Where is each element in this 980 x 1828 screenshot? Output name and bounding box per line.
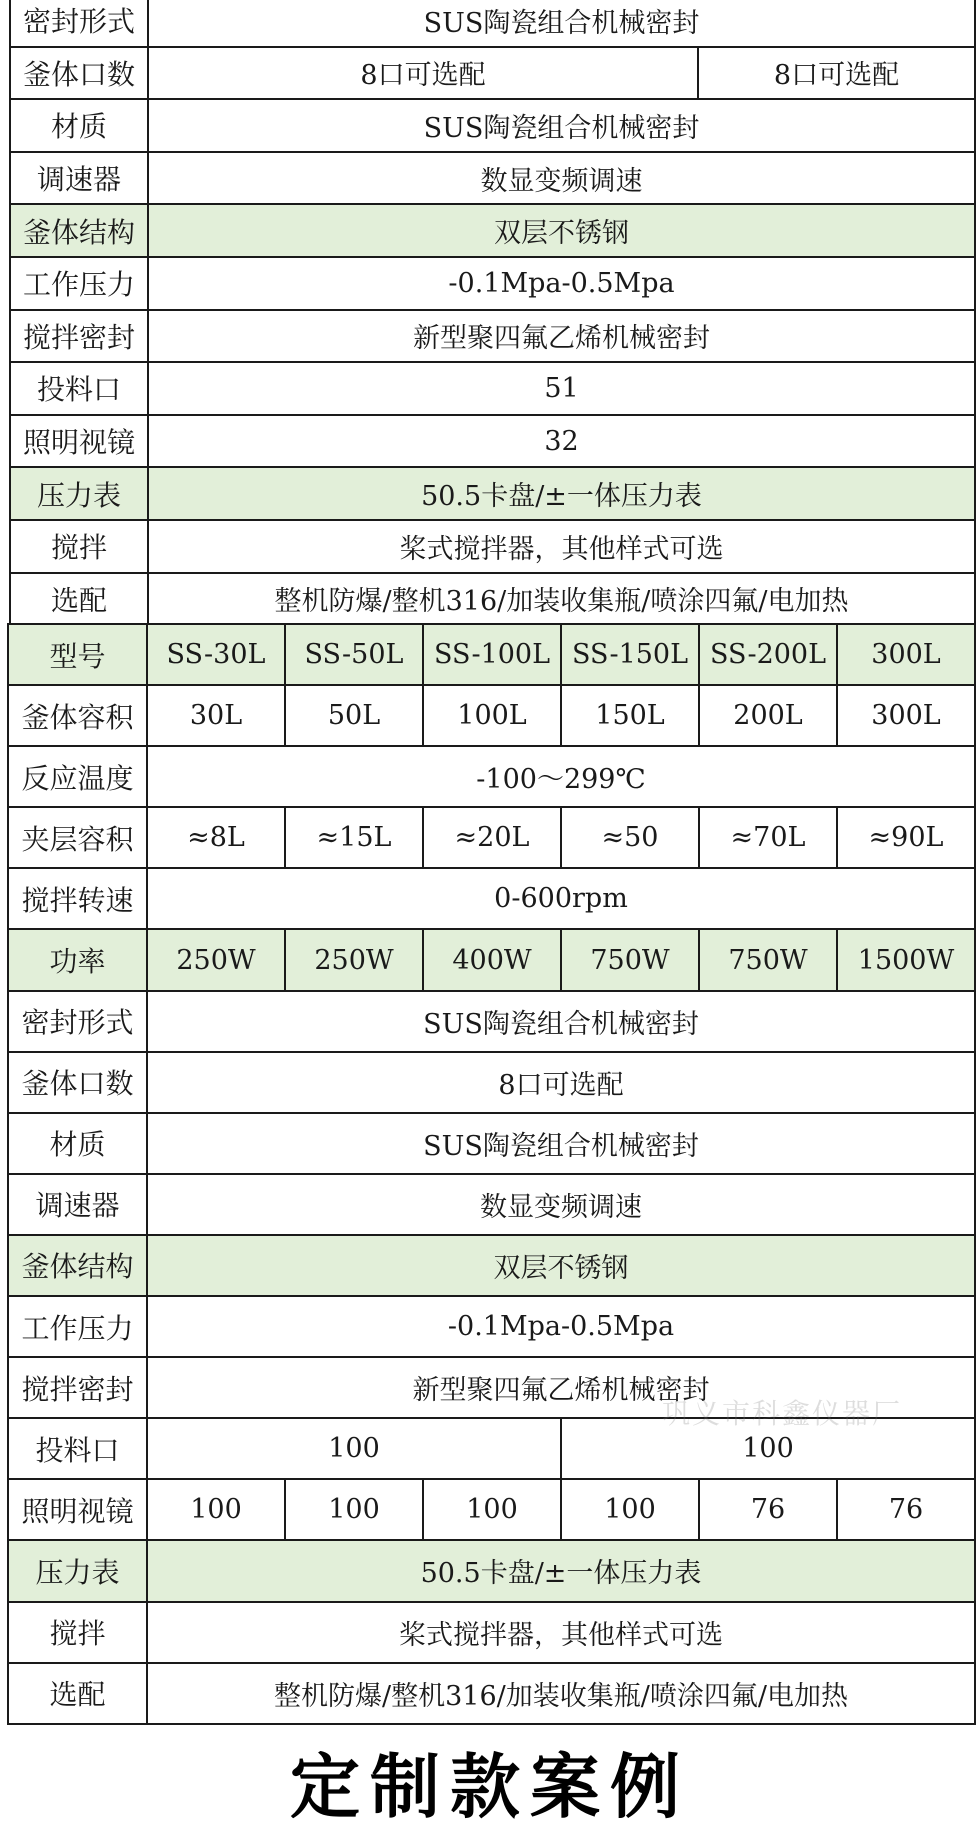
table-row	[8, 1663, 975, 1724]
spec-table-2	[7, 623, 976, 1725]
cell-value: 76	[837, 1479, 975, 1540]
cell-value: 8口可选配	[148, 47, 698, 100]
row-label: 照明视镜	[8, 1479, 147, 1540]
row-label: 搅拌密封	[10, 310, 148, 363]
cell-value: 100L	[423, 685, 561, 746]
row-label: 釜体结构	[10, 204, 148, 257]
cell-value: 数显变频调速	[147, 1174, 975, 1235]
cell-value: 100	[147, 1418, 561, 1479]
cell-value: ≈20L	[423, 807, 561, 868]
row-label: 工作压力	[8, 1296, 147, 1357]
row-label: 材质	[8, 1113, 147, 1174]
table-row	[10, 467, 975, 520]
cell-value: 8口可选配	[147, 1052, 975, 1113]
cell-value: 400W	[423, 929, 561, 990]
row-label: 选配	[10, 573, 148, 626]
row-label: 选配	[8, 1663, 147, 1724]
table-row	[10, 99, 975, 152]
row-label: 搅拌密封	[8, 1357, 147, 1418]
cell-value: 0-600rpm	[147, 868, 975, 929]
cell-value: SUS陶瓷组合机械密封	[147, 1113, 975, 1174]
cell-value: SUS陶瓷组合机械密封	[148, 0, 975, 47]
row-label: 功率	[8, 929, 147, 990]
cell-value: SS-30L	[147, 624, 285, 685]
row-label: 密封形式	[8, 991, 147, 1052]
cell-value: 新型聚四氟乙烯机械密封	[147, 1357, 975, 1418]
cell-value: 新型聚四氟乙烯机械密封	[148, 310, 975, 363]
cell-value: SS-200L	[699, 624, 837, 685]
cell-value: 100	[147, 1479, 285, 1540]
row-label: 搅拌	[10, 520, 148, 573]
cell-value: ≈70L	[699, 807, 837, 868]
row-label: 型号	[8, 624, 147, 685]
cell-value: 50.5卡盘/±一体压力表	[148, 467, 975, 520]
table-row	[8, 1602, 975, 1663]
row-label: 釜体容积	[8, 685, 147, 746]
table-row	[8, 868, 975, 929]
row-label: 材质	[10, 99, 148, 152]
cell-value: -0.1Mpa-0.5Mpa	[148, 257, 975, 310]
cell-value: 数显变频调速	[148, 152, 975, 205]
table-row	[10, 152, 975, 205]
cell-value: 51	[148, 362, 975, 415]
row-label: 密封形式	[10, 0, 148, 47]
table-row	[8, 1113, 975, 1174]
row-label: 夹层容积	[8, 807, 147, 868]
row-label: 调速器	[10, 152, 148, 205]
row-label: 反应温度	[8, 746, 147, 807]
row-label: 压力表	[8, 1540, 147, 1601]
cell-value: 300L	[837, 624, 975, 685]
cell-value: -0.1Mpa-0.5Mpa	[147, 1296, 975, 1357]
cell-value: SUS陶瓷组合机械密封	[148, 99, 975, 152]
row-label: 调速器	[8, 1174, 147, 1235]
table-row	[8, 746, 975, 807]
cell-value: 30L	[147, 685, 285, 746]
table-row	[8, 1357, 975, 1418]
cell-value: 76	[699, 1479, 837, 1540]
table-row	[8, 685, 975, 746]
row-label: 压力表	[10, 467, 148, 520]
table-row	[10, 362, 975, 415]
cell-value: 300L	[837, 685, 975, 746]
cell-value: 整机防爆/整机316/加装收集瓶/喷涂四氟/电加热	[148, 573, 975, 626]
cell-value: 250W	[147, 929, 285, 990]
table-row	[10, 0, 975, 47]
table-row	[8, 1540, 975, 1601]
table-row	[10, 310, 975, 363]
cell-value: 50L	[285, 685, 423, 746]
table-row	[8, 807, 975, 868]
cell-value: SS-50L	[285, 624, 423, 685]
table-row	[8, 1479, 975, 1540]
table-row	[10, 415, 975, 468]
cell-value: SUS陶瓷组合机械密封	[147, 991, 975, 1052]
cell-value: ≈15L	[285, 807, 423, 868]
table-row	[8, 624, 975, 685]
row-label: 投料口	[8, 1418, 147, 1479]
cell-value: 100	[561, 1479, 699, 1540]
cell-value: 整机防爆/整机316/加装收集瓶/喷涂四氟/电加热	[147, 1663, 975, 1724]
cell-value: 32	[148, 415, 975, 468]
cell-value: -100～299℃	[147, 746, 975, 807]
section-title: 定制款案例	[290, 1746, 690, 1828]
cell-value: 100	[285, 1479, 423, 1540]
cell-value: 150L	[561, 685, 699, 746]
cell-value: 100	[561, 1418, 975, 1479]
row-label: 釜体结构	[8, 1235, 147, 1296]
row-label: 投料口	[10, 362, 148, 415]
cell-value: 1500W	[837, 929, 975, 990]
cell-value: ≈8L	[147, 807, 285, 868]
table-row	[8, 1418, 975, 1479]
cell-value: ≈90L	[837, 807, 975, 868]
table-row	[10, 520, 975, 573]
table-row	[8, 991, 975, 1052]
table-row	[10, 47, 975, 100]
table-row	[8, 1174, 975, 1235]
table-row	[10, 257, 975, 310]
cell-value: 750W	[699, 929, 837, 990]
cell-value: SS-100L	[423, 624, 561, 685]
cell-value: 100	[423, 1479, 561, 1540]
cell-value: 750W	[561, 929, 699, 990]
cell-value: 双层不锈钢	[147, 1235, 975, 1296]
table-row	[10, 573, 975, 626]
row-label: 釜体口数	[10, 47, 148, 100]
table-row	[8, 1235, 975, 1296]
cell-value: ≈50	[561, 807, 699, 868]
row-label: 照明视镜	[10, 415, 148, 468]
row-label: 工作压力	[10, 257, 148, 310]
cell-value: SS-150L	[561, 624, 699, 685]
table-row	[8, 1052, 975, 1113]
cell-value: 桨式搅拌器，其他样式可选	[148, 520, 975, 573]
table-row	[8, 1296, 975, 1357]
row-label: 搅拌	[8, 1602, 147, 1663]
row-label: 釜体口数	[8, 1052, 147, 1113]
row-label: 搅拌转速	[8, 868, 147, 929]
cell-value: 50.5卡盘/±一体压力表	[147, 1540, 975, 1601]
spec-table-1	[9, 0, 976, 626]
cell-value: 200L	[699, 685, 837, 746]
cell-value: 双层不锈钢	[148, 204, 975, 257]
table-row	[8, 929, 975, 990]
cell-value: 桨式搅拌器，其他样式可选	[147, 1602, 975, 1663]
table-row	[10, 204, 975, 257]
watermark: 巩义市科鑫仪器厂	[662, 1397, 903, 1430]
cell-value: 250W	[285, 929, 423, 990]
cell-value: 8口可选配	[698, 47, 975, 100]
